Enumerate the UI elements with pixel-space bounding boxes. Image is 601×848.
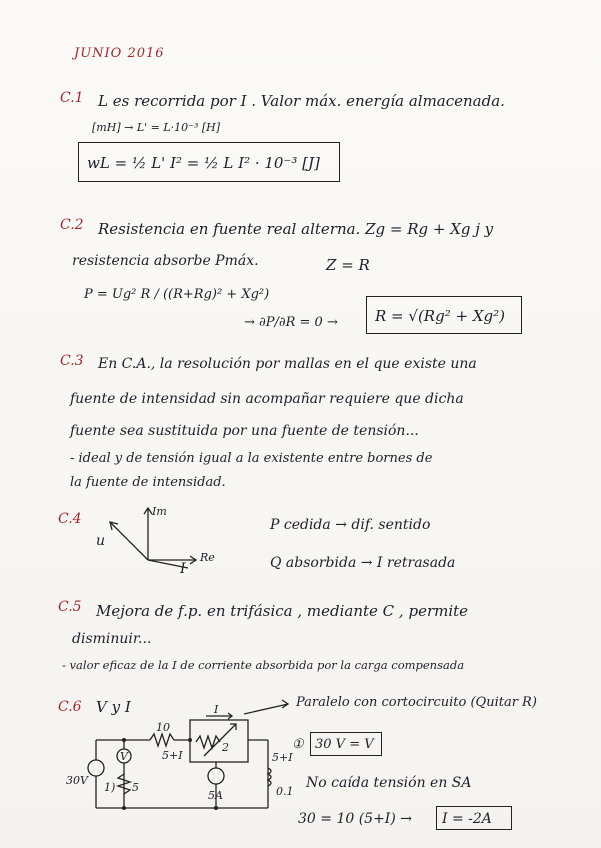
c6-note1: Paralelo con cortocircuito (Quitar R) bbox=[296, 695, 537, 710]
c4-q-text: Q absorbida → I retrasada bbox=[270, 555, 456, 571]
c6-r2-label: 2 bbox=[222, 741, 229, 754]
c2-z: Z = R bbox=[326, 256, 370, 274]
c4-axis-re: Re bbox=[200, 551, 215, 564]
c5-line1: Mejora de f.p. en trifásica , mediante C , permite bbox=[96, 602, 469, 620]
c6-i-right-label: 5+I bbox=[272, 751, 293, 764]
c6-box2: I = -2A bbox=[436, 806, 512, 830]
c2-result-box: R = √(Rg² + Xg²) bbox=[366, 296, 522, 334]
c3-line1: En C.A., la resolución por mallas en el que existe una bbox=[98, 356, 477, 372]
c5-line2: disminuir... bbox=[72, 631, 152, 647]
c5-line3: - valor eficaz de la I de corriente absorbida por la carga compensada bbox=[62, 658, 465, 672]
c2-line2: resistencia absorbe Pmáx. bbox=[72, 253, 259, 269]
c4-axis-im: Im bbox=[152, 505, 167, 518]
c6-r5-label: 5 bbox=[132, 781, 139, 794]
c6-r10-label: 10 bbox=[156, 721, 170, 734]
c6-i-left-label: 5+I bbox=[162, 749, 183, 762]
c6-src-label: 30V bbox=[66, 774, 88, 787]
c4-p-text: P cedida → dif. sentido bbox=[270, 517, 431, 533]
page-date: JUNIO 2016 bbox=[74, 46, 165, 61]
c1-formula-box: wL = ½ L' I² = ½ L I² · 10⁻³ [J] bbox=[78, 142, 340, 182]
c3-line3: fuente sea sustituida por una fuente de tensión... bbox=[70, 423, 419, 439]
c4-vector-u: u bbox=[96, 533, 106, 549]
c4-vector-i: I bbox=[180, 561, 186, 577]
c6-label: C.6 bbox=[58, 699, 82, 715]
c6-i-top-label: I bbox=[214, 703, 219, 716]
c3-label: C.3 bbox=[60, 353, 84, 369]
c2-derivative: → ∂P/∂R = 0 → bbox=[244, 315, 338, 330]
c3-line5: la fuente de intensidad. bbox=[70, 475, 226, 490]
c2-label: C.2 bbox=[60, 217, 84, 233]
c6-v-label: V bbox=[120, 750, 128, 763]
c1-note: [mH] → L' = L·10⁻³ [H] bbox=[92, 121, 221, 134]
c6-step1: ① bbox=[292, 737, 304, 752]
c6-title: V y I bbox=[96, 698, 131, 716]
c6-box1: 30 V = V bbox=[310, 732, 382, 756]
c1-label: C.1 bbox=[60, 90, 84, 106]
c6-node1-label: 1) bbox=[104, 781, 116, 794]
c3-line2: fuente de intensidad sin acompañar requiere que dicha bbox=[70, 391, 464, 407]
c5-label: C.5 bbox=[58, 599, 82, 615]
c4-label: C.4 bbox=[58, 511, 82, 527]
c6-r01-label: 0.1 bbox=[276, 785, 294, 798]
c2-p-formula: P = Ug² R / ((R+Rg)² + Xg²) bbox=[84, 287, 270, 302]
c6-equation: 30 = 10 (5+I) → bbox=[298, 811, 412, 827]
c6-note2: No caída tensión en SA bbox=[306, 775, 472, 791]
c1-text: L es recorrida por I . Valor máx. energía almacenada. bbox=[98, 92, 505, 110]
c6-sa-label: 5A bbox=[208, 789, 223, 802]
c2-line1: Resistencia en fuente real alterna. Zg = Rg + Xg j y bbox=[98, 220, 494, 238]
c3-line4: - ideal y de tensión igual a la existente entre bornes de bbox=[70, 451, 433, 466]
